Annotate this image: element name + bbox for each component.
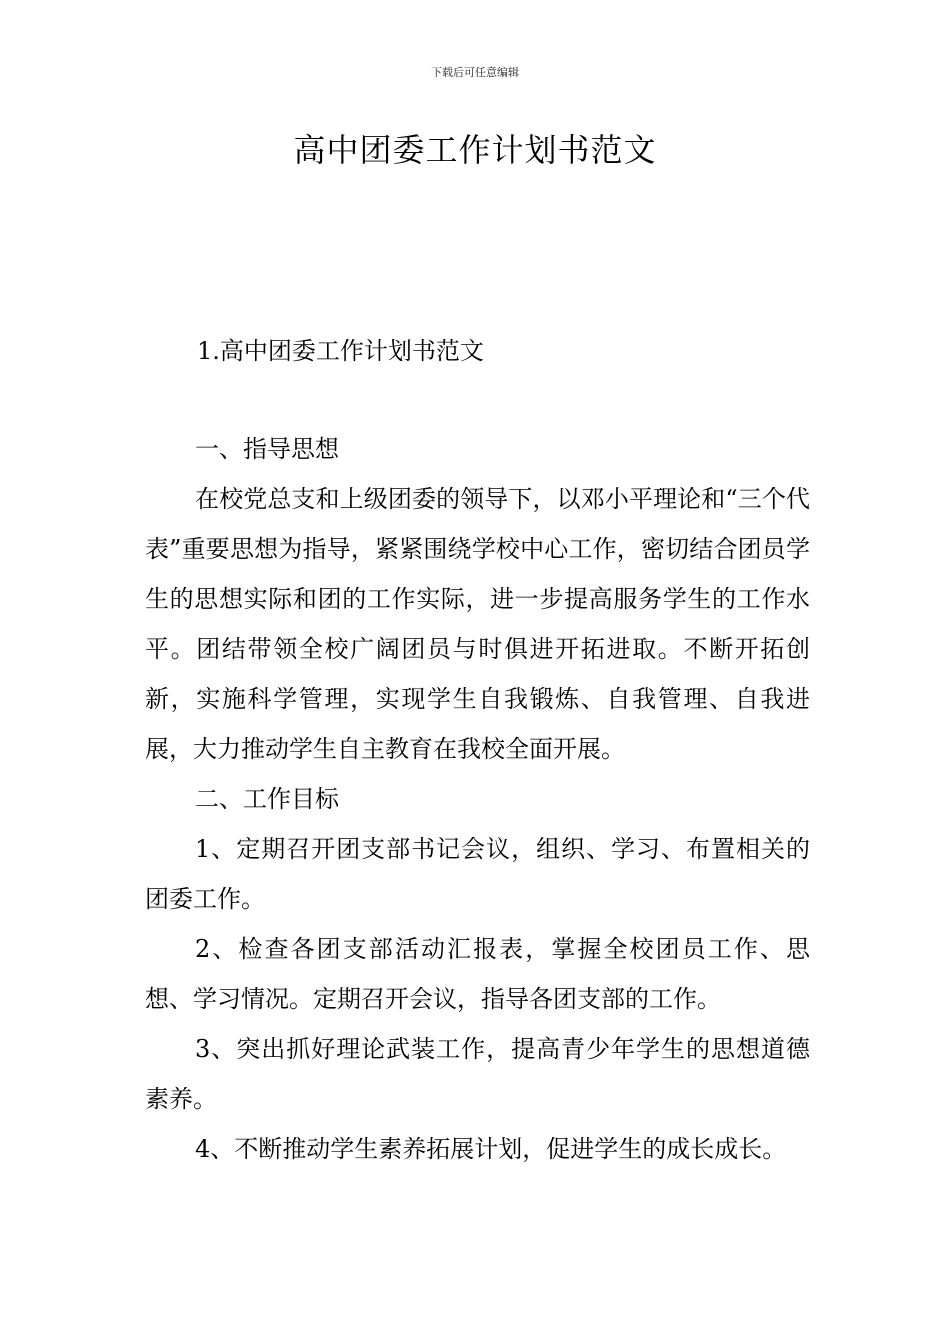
heading-guiding-ideology: 一、指导思想 (195, 435, 339, 463)
section-subtitle: 1.高中团委工作计划书范文 (197, 337, 484, 365)
goal-item-1: 1、定期召开团支部书记会议，组织、学习、布置相关的团委工作。 (145, 835, 810, 913)
paragraph-guiding-ideology: 在校党总支和上级团委的领导下，以邓小平理论和“三个代表”重要思想为指导，紧紧围绕学校中心工作，密切结合团员学生的思想实际和团的工作实际，进一步提高服务学生的工作水平。团结带领全校广阔团员与时俱进开拓进取。不断开拓创新，实施科学管理，实现学生自我锻炼、自我管理、自我进展，大力推动学生自主教育在我校全面开展。 (145, 485, 810, 763)
header-note: 下载后可任意编辑 (431, 66, 519, 79)
goal-item-4: 4、不断推动学生素养拓展计划，促进学生的成长成长。 (195, 1135, 787, 1163)
document-body (145, 424, 810, 1174)
heading-work-goals: 二、工作目标 (195, 785, 339, 813)
document-title: 高中团委工作计划书范文 (293, 131, 657, 169)
goal-item-3: 3、突出抓好理论武装工作，提高青少年学生的思想道德素养。 (145, 1035, 810, 1113)
goal-item-2: 2、检查各团支部活动汇报表，掌握全校团员工作、思想、学习情况。定期召开会议，指导各团支部的工作。 (145, 935, 810, 1013)
